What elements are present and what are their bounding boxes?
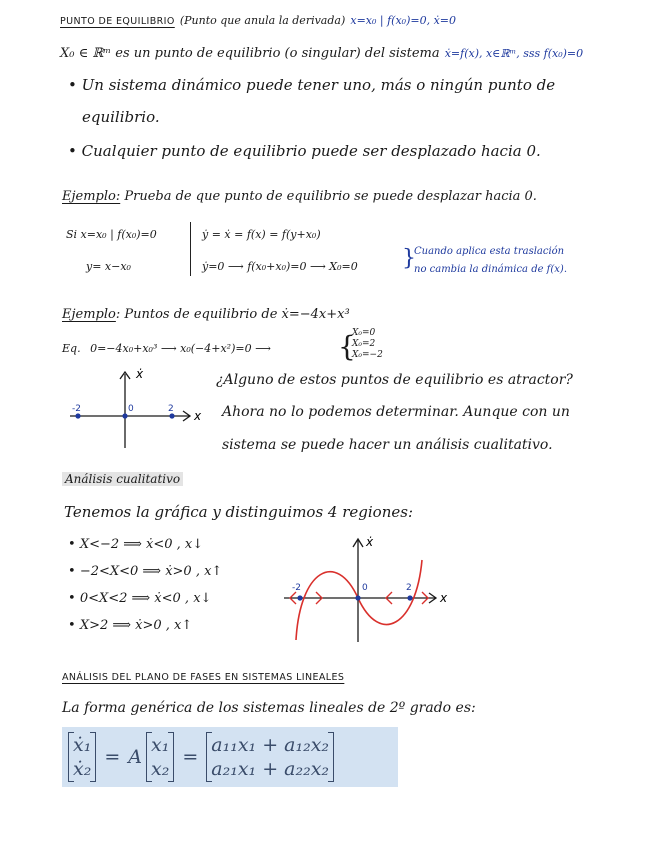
- bullet-dot: •: [68, 76, 77, 94]
- cubic-point-minus-2: [297, 595, 302, 600]
- bullet-1-line-1: [68, 76, 555, 94]
- example-2-text: : Puntos de equilibrio de ẋ=−4x+x³: [115, 307, 350, 322]
- lhs-vector: [68, 732, 96, 782]
- example-1-right-2: ẏ=0 ⟶ f(x₀+x₀)=0 ⟶ X₀=0: [202, 260, 358, 273]
- answer-line-1: Ahora no lo podemos determinar. Aunque con un: [222, 404, 570, 420]
- equals-sign-2: =: [182, 746, 199, 768]
- eq-expression: 0=−4x₀+x₀³ ⟶ x₀(−4+x²)=0 ⟶: [90, 342, 271, 355]
- root-minus-2: X₀=−2: [352, 350, 383, 360]
- region-2: −2<X<0 ⟹ ẋ>0 , x↑: [79, 564, 223, 579]
- cubic-tick-2: 2: [406, 583, 412, 593]
- equilibrium-point-2: [169, 413, 174, 418]
- qualitative-title-wrap: [62, 472, 183, 486]
- equilibrium-condition: x=x₀ | f(x₀)=0, ẋ=0: [350, 14, 456, 27]
- example-1-left-1: Si x=x₀ | f(x₀)=0: [66, 228, 157, 241]
- region-4: X>2 ⟹ ẋ>0 , x↑: [79, 618, 193, 633]
- phase-line-x-label: x: [194, 409, 202, 423]
- example-1-header: [62, 189, 537, 204]
- equilibrium-point-minus-2: [75, 413, 80, 418]
- region-item: [68, 618, 192, 633]
- tick-0: 0: [128, 404, 134, 414]
- cubic-tick-0: 0: [362, 583, 368, 593]
- bullet-dot: •: [68, 537, 76, 552]
- example-1-label: Ejemplo:: [62, 189, 121, 204]
- example-2-header: [62, 307, 350, 322]
- equilibrium-subtitle: (Punto que anula la derivada): [179, 14, 346, 27]
- region-item: [68, 564, 222, 579]
- rhs-vector: [206, 732, 334, 782]
- region-item: [68, 591, 211, 606]
- phase-plane-title: ANÁLISIS DEL PLANO DE FASES EN SISTEMAS LINEALES: [62, 672, 345, 683]
- roots-list: [352, 328, 383, 361]
- example-1-divider: [190, 222, 191, 276]
- eq-label: Eq.: [62, 342, 81, 355]
- example-1-text: Prueba de que punto de equilibrio se puede desplazar hacia 0.: [124, 189, 537, 204]
- root-0: X₀=0: [352, 328, 376, 338]
- cubic-point-2: [407, 595, 412, 600]
- bullet-dot: •: [68, 618, 76, 633]
- tick-minus-2: -2: [72, 404, 81, 414]
- answer-line-2: sistema se puede hacer un análisis cualitativo.: [222, 437, 553, 453]
- equilibrium-definition-line: [60, 42, 583, 61]
- region-3: 0<X<2 ⟹ ẋ<0 , x↓: [79, 591, 212, 606]
- phase-plane-intro: La forma genérica de los sistemas lineales de 2º grado es:: [62, 700, 476, 716]
- roots-brace: {: [338, 330, 356, 363]
- example-2-equation: [62, 342, 271, 355]
- bullet-2-text: Cualquier punto de equilibrio puede ser desplazado hacia 0.: [81, 142, 541, 160]
- qualitative-title: Análisis cualitativo: [62, 472, 183, 486]
- lhs-entry-1: ẋ₁: [73, 734, 92, 756]
- system-note: ẋ=f(x), x∈ℝᵐ, sss f(x₀)=0: [444, 47, 584, 60]
- example-1-left-2: y= x−x₀: [86, 260, 131, 273]
- attractor-question: ¿Alguno de estos puntos de equilibrio es atractor?: [216, 372, 573, 388]
- bullet-dot: •: [68, 591, 76, 606]
- example-2-label: Ejemplo: [62, 307, 116, 322]
- equilibrium-definition: X₀ ∈ ℝᵐ es un punto de equilibrio (o singular) del sistema: [60, 46, 440, 61]
- example-1-note-2: no cambia la dinámica de f(x).: [414, 264, 568, 275]
- equilibrium-header: [60, 9, 456, 28]
- cubic-x-label: x: [440, 591, 448, 605]
- bullet-2: [68, 142, 541, 160]
- example-1-brace: }: [402, 246, 416, 271]
- example-1-note-1: Cuando aplica esta traslación: [414, 246, 565, 257]
- bullet-1-text: Un sistema dinámico puede tener uno, más o ningún punto de: [81, 76, 556, 94]
- equilibrium-title: PUNTO DE EQUILIBRIO: [60, 16, 175, 27]
- region-item: [68, 537, 203, 552]
- qualitative-intro: Tenemos la gráfica y distinguimos 4 regiones:: [64, 503, 413, 521]
- cubic-point-0: [355, 595, 360, 600]
- bullet-dot: •: [68, 142, 77, 160]
- phase-line-graph: [60, 364, 210, 454]
- matrix-symbol: A: [128, 746, 142, 768]
- lhs-entry-2: ẋ₂: [73, 758, 92, 780]
- region-1: X<−2 ⟹ ẋ<0 , x↓: [79, 537, 204, 552]
- state-vector: [146, 732, 174, 782]
- phase-line-y-label: ẋ: [136, 367, 144, 381]
- tick-2: 2: [168, 404, 174, 414]
- equals-sign-1: =: [104, 746, 121, 768]
- bullet-1-line-2: equilibrio.: [82, 108, 160, 126]
- state-entry-2: x₂: [151, 758, 170, 780]
- rhs-entry-2: a₂₁x₁ + a₂₂x₂: [211, 758, 330, 780]
- rhs-entry-1: a₁₁x₁ + a₁₂x₂: [211, 734, 330, 756]
- equilibrium-point-0: [122, 413, 127, 418]
- cubic-y-label: ẋ: [366, 535, 374, 549]
- linear-system-equation: [62, 727, 398, 787]
- example-1-right-1: ẏ = ẋ = f(x) = f(y+x₀): [202, 228, 321, 241]
- cubic-graph: [276, 530, 456, 650]
- state-entry-1: x₁: [151, 734, 170, 756]
- bullet-dot: •: [68, 564, 76, 579]
- cubic-tick-minus-2: -2: [292, 583, 301, 593]
- root-2: X₀=2: [352, 339, 376, 349]
